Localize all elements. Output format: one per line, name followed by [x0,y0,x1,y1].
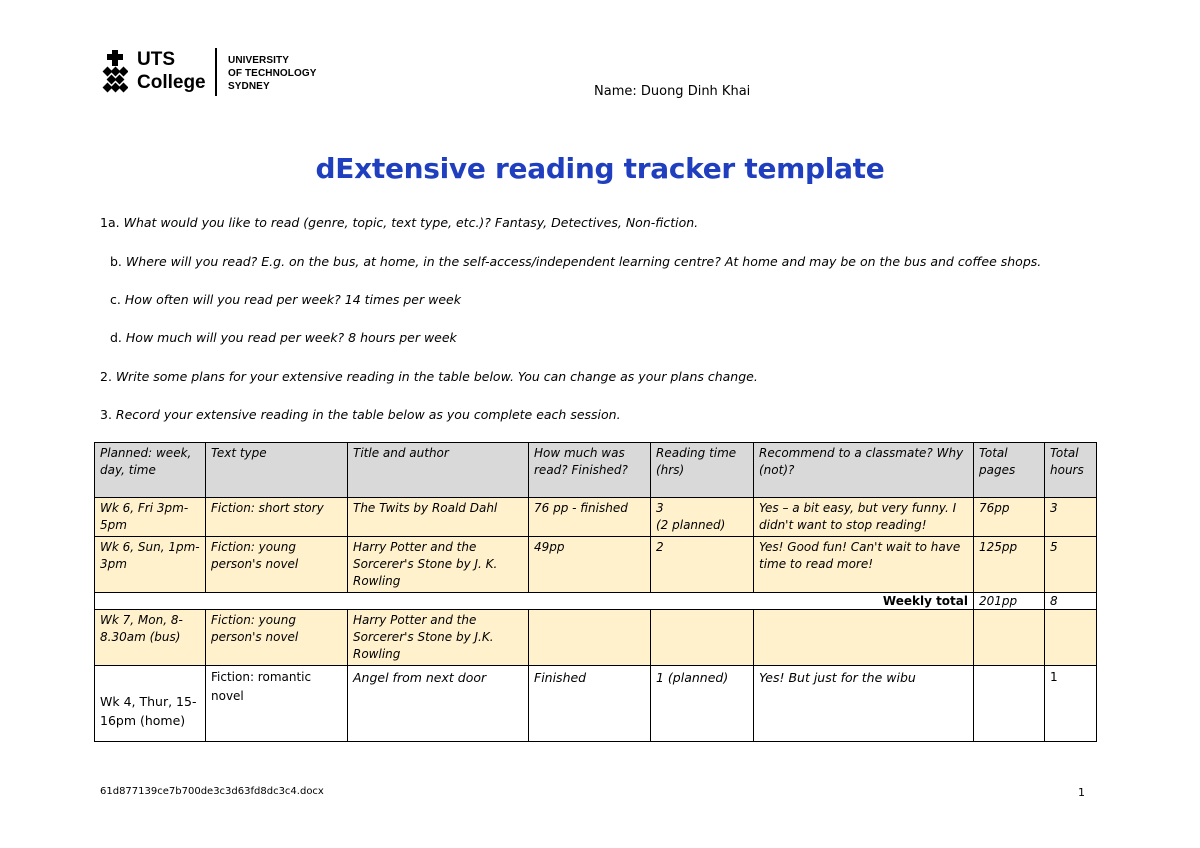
logo-divider [215,48,217,96]
question-1b [110,254,1041,269]
question-2 [100,369,758,384]
weekly-total-label: Weekly total [95,593,974,610]
logo-university-text [228,54,317,93]
table-cell: Wk 4, Thur, 15-16pm (home) [95,666,206,742]
question-3 [100,407,621,422]
logo-university-line: SYDNEY [228,81,270,92]
table-cell: 76pp [974,498,1045,537]
table-row [95,498,1097,537]
table-row [95,666,1097,742]
table-cell [974,666,1045,742]
question-1c [110,292,461,307]
logo-uts-text: UTS [137,49,175,70]
question-text: Write some plans for your extensive reading in the table below. You can change as your plans change. [115,369,758,384]
table-row [95,537,1097,593]
header-cell: Title and author [348,443,529,498]
table-cell: Yes – a bit easy, but very funny. I didn't want to stop reading! [754,498,974,537]
header-cell: How much was read? Finished? [529,443,651,498]
table-cell: 1 [1045,666,1097,742]
table-cell [651,610,754,666]
table-cell: The Twits by Roald Dahl [348,498,529,537]
question-number: 2. [100,369,112,384]
table-cell: Fiction: short story [206,498,348,537]
table-cell: Wk 6, Fri 3pm-5pm [95,498,206,537]
weekly-total-pages: 201pp [974,593,1045,610]
uts-crest-icon [102,50,128,94]
table-cell: Fiction: romantic novel [206,666,348,742]
header-cell: Planned: week, day, time [95,443,206,498]
logo-university-line: UNIVERSITY [228,55,290,66]
question-text: How much will you read per week? 8 hours per week [125,330,457,345]
footer-filename: 61d877139ce7b700de3c3d63fd8dc3c4.docx [100,786,324,797]
page-title: dExtensive reading tracker template [315,152,885,185]
table-cell [1045,610,1097,666]
footer-page-number: 1 [1078,786,1085,799]
table-cell: Wk 6, Sun, 1pm-3pm [95,537,206,593]
table-cell: Yes! But just for the wibu [754,666,974,742]
question-text: Record your extensive reading in the table below as you complete each session. [115,407,621,422]
weekly-total-hours: 8 [1045,593,1097,610]
header-cell: Recommend to a classmate? Why (not)? [754,443,974,498]
question-text: How often will you read per week? 14 times per week [124,292,461,307]
table-cell: 125pp [974,537,1045,593]
header-cell: Total hours [1045,443,1097,498]
question-number: 1a. [100,215,120,230]
table-cell: 1 (planned) [651,666,754,742]
question-number: d. [110,330,122,345]
table-cell: Finished [529,666,651,742]
uts-college-logo [100,44,330,100]
question-number: c. [110,292,121,307]
header-cell: Total pages [974,443,1045,498]
logo-college-text: College [137,72,206,93]
question-1d [110,330,457,345]
table-cell: Harry Potter and the Sorcerer's Stone by J. K. Rowling [348,537,529,593]
table-cell: Harry Potter and the Sorcerer's Stone by J.K. Rowling [348,610,529,666]
table-cell: Fiction: young person's novel [206,537,348,593]
question-1a [100,215,698,230]
table-cell [974,610,1045,666]
table-cell: 3 (2 planned) [651,498,754,537]
table-cell [529,610,651,666]
table-cell: 76 pp - finished [529,498,651,537]
table-cell: 3 [1045,498,1097,537]
reading-tracker-table [94,442,1097,742]
table-cell: Wk 7, Mon, 8-8.30am (bus) [95,610,206,666]
table-cell: 2 [651,537,754,593]
header-cell: Text type [206,443,348,498]
table-cell [754,610,974,666]
question-text: What would you like to read (genre, topic, text type, etc.)? Fantasy, Detectives, Non-fiction. [123,215,699,230]
question-number: b. [110,254,122,269]
table-header-row [95,443,1097,498]
weekly-total-row [95,593,1097,610]
header-cell: Reading time (hrs) [651,443,754,498]
table-cell: Fiction: young person's novel [206,610,348,666]
question-number: 3. [100,407,112,422]
table-cell: 5 [1045,537,1097,593]
student-name: Name: Duong Dinh Khai [594,84,751,99]
logo-university-line: OF TECHNOLOGY [228,68,317,79]
question-text: Where will you read? E.g. on the bus, at home, in the self-access/independent learning centre? At home and may be on the bus and coffee shops. [125,254,1042,269]
table-cell: Yes! Good fun! Can't wait to have time to read more! [754,537,974,593]
table-cell: 49pp [529,537,651,593]
table-cell: Angel from next door [348,666,529,742]
table-row [95,610,1097,666]
